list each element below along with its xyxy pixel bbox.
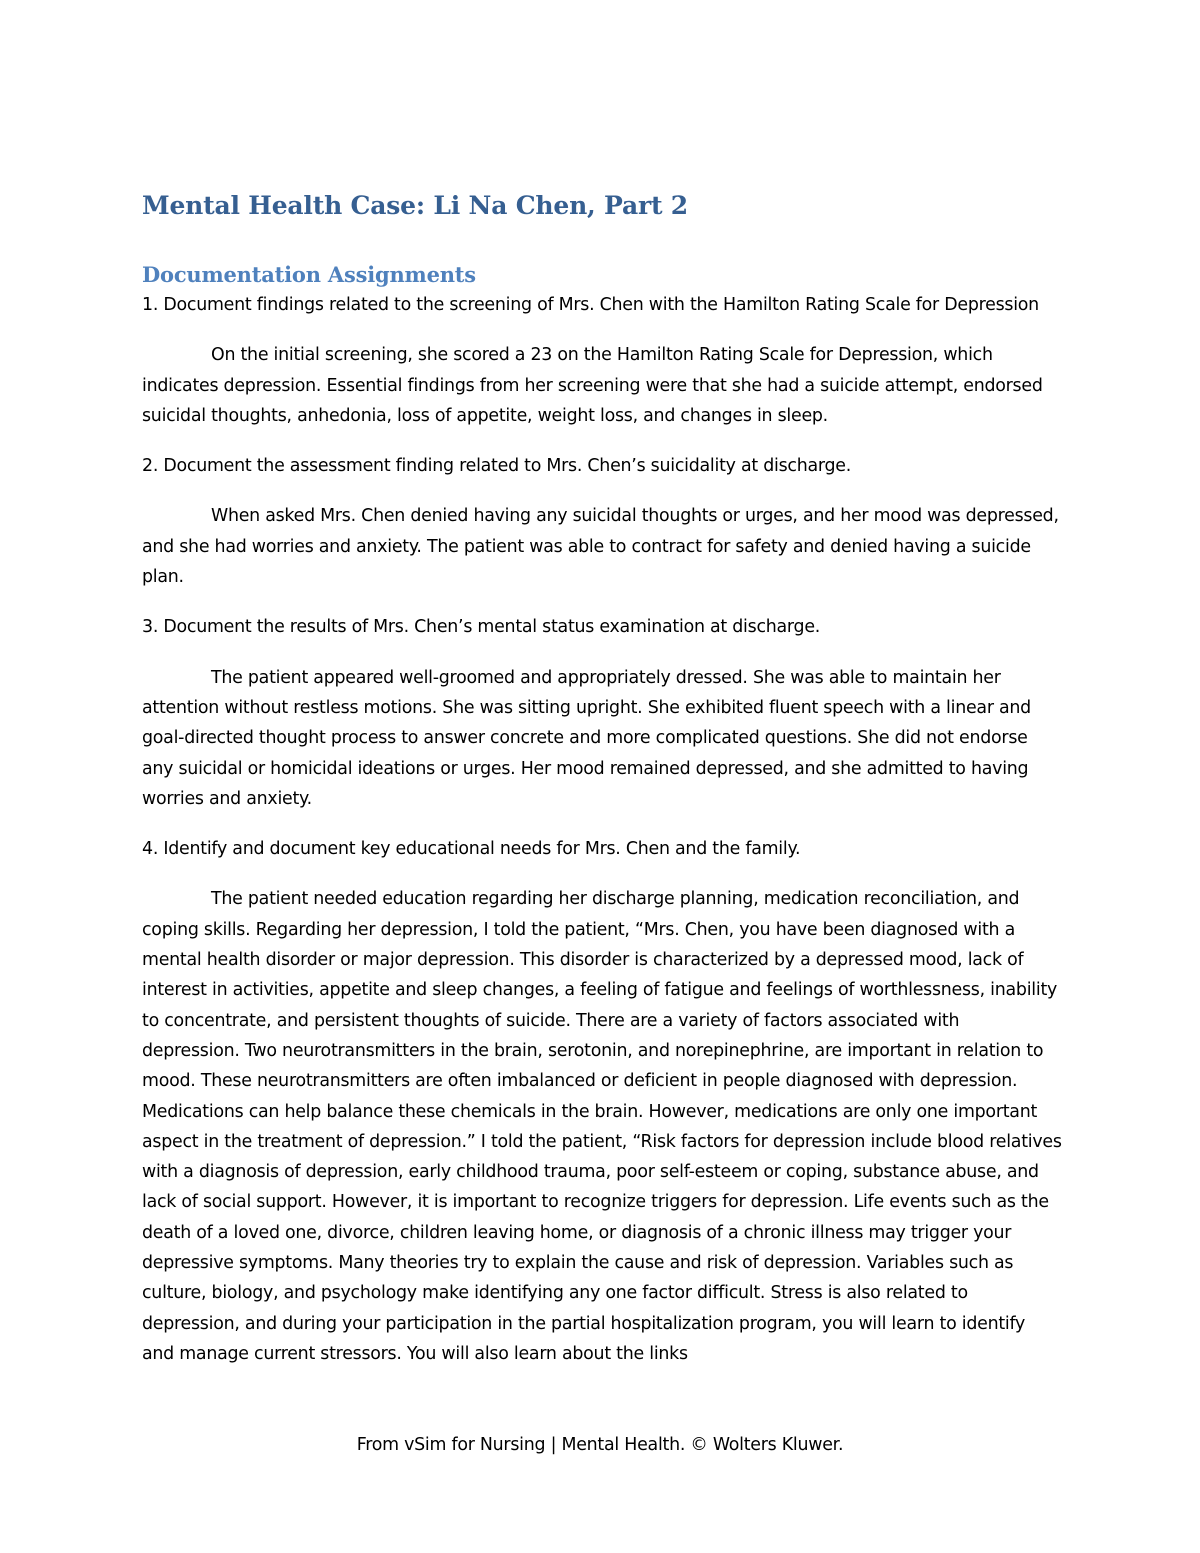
- answer-1: On the initial screening, she scored a 23 on the Hamilton Rating Scale for Depression, which indicates depression. Essential findings from her screening were that she had a suicide attempt, endorsed suicidal thoughts, anhedonia, loss of appetite, weight loss, and changes in sleep.: [142, 345, 1043, 426]
- answer-4: The patient needed education regarding her discharge planning, medication reconciliation, and coping skills. Regarding her depression, I told the patient, “Mrs. Chen, you have been diagnosed with a mental health disorder or major depression. This disorder is characterized by a depressed mood, lack of interest in activities, appetite and sleep changes, a feeling of fatigue and feelings of worthlessness, inability to concentrate, and persistent thoughts of suicide. There are a variety of factors associated with depression. Two neurotransmitters in the brain, serotonin, and norepinephrine, are important in relation to mood. These neurotransmitters are often imbalanced or deficient in people diagnosed with depression. Medications can help balance these chemicals in the brain. However, medications are only one important aspect in the treatment of depression.” I told the patient, “Risk factors for depression include blood relatives with a diagnosis of depression, early childhood trauma, poor self-esteem or coping, substance abuse, and lack of social support. However, it is important to recognize triggers for depression. Life events such as the death of a loved one, divorce, children leaving home, or diagnosis of a chronic illness may trigger your depressive symptoms. Many theories try to explain the cause and risk of depression. Variables such as culture, biology, and psychology make identifying any one factor difficult. Stress is also related to depression, and during your participation in the partial hospitalization program, you will learn to identify and manage current stressors. You will also learn about the links: [142, 889, 1062, 1364]
- question-2: 2. Document the assessment finding related to Mrs. Chen’s suicidality at discharge.: [142, 456, 851, 477]
- question-4: 4. Identify and document key educational needs for Mrs. Chen and the family.: [142, 839, 801, 860]
- question-1: 1. Document findings related to the screening of Mrs. Chen with the Hamilton Rating Scale for Depression: [142, 295, 1039, 315]
- page-footer: From vSim for Nursing | Mental Health. © Wolters Kluwer.: [356, 1435, 844, 1455]
- document-title: Mental Health Case: Li Na Chen, Part 2: [142, 191, 689, 220]
- document-body: [142, 188, 1062, 1389]
- section-heading: Documentation Assignments: [142, 262, 476, 287]
- answer-3: The patient appeared well-groomed and appropriately dressed. She was able to maintain her attention without restless motions. She was sitting upright. She exhibited fluent speech with a linear and goal-directed thought process to answer concrete and more complicated questions. She did not endorse any suicidal or homicidal ideations or urges. Her mood remained depressed, and she admitted to having worries and anxiety.: [142, 667, 1031, 809]
- question-3: 3. Document the results of Mrs. Chen’s mental status examination at discharge.: [142, 617, 821, 638]
- answer-2: When asked Mrs. Chen denied having any suicidal thoughts or urges, and her mood was depressed, and she had worries and anxiety. The patient was able to contract for safety and denied having a suicide plan.: [142, 506, 1059, 588]
